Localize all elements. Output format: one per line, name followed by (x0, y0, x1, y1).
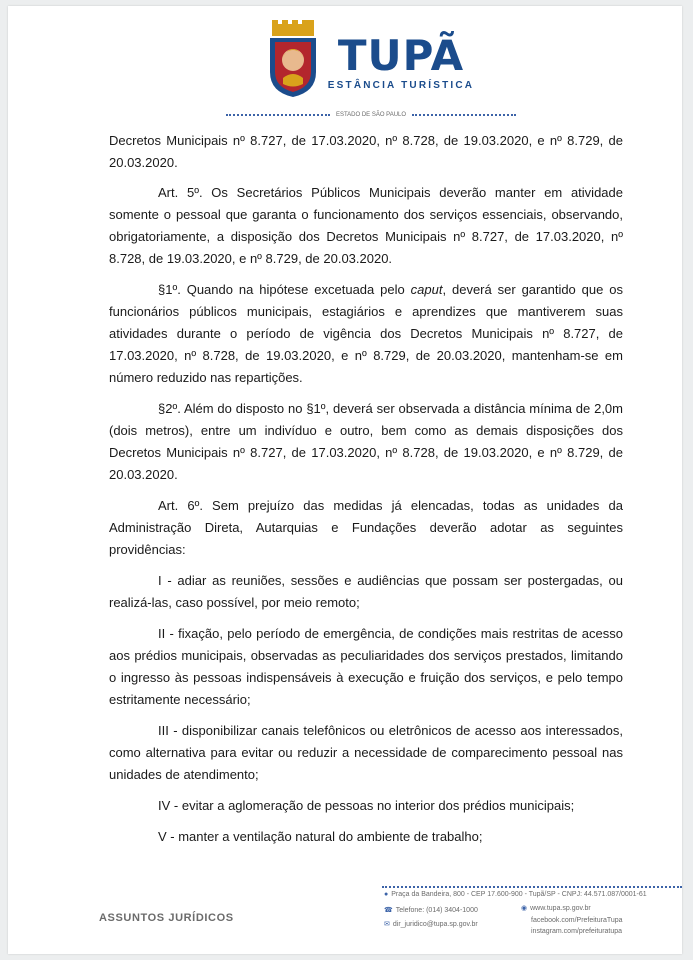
paragraph-art5: Art. 5º. Os Secretários Públicos Municipais deverão manter em atividade somente o pessoal que garanta o funcionamento dos serviços essenciais, observando, obrigatoriamente, a disposição dos Decretos Municipais nº 8.727, de 17.03.2020, nº 8.728, de 19.03.2020, e nº 8.729, de 20.03.2020. (109, 185, 623, 266)
footer-email (384, 920, 478, 930)
department-label: ASSUNTOS JURÍDICOS (99, 912, 234, 924)
phone-icon: ☎ (384, 907, 393, 914)
footer-web (521, 904, 591, 914)
state-divider (226, 109, 516, 121)
state-label: ESTADO DE SÃO PAULO (335, 112, 407, 118)
mail-icon: ✉ (384, 921, 390, 928)
brand-logo (326, 31, 476, 91)
paragraph-art5-par1 (109, 279, 623, 389)
email-text: dir_juridico@tupa.sp.gov.br (392, 921, 478, 928)
footer-facebook: facebook.com/PrefeituraTupa (531, 917, 623, 924)
crest-icon (266, 20, 320, 98)
brand-subtitle: ESTÂNCIA TURÍSTICA (327, 80, 475, 91)
item-i: I - adiar as reuniões, sessões e audiências que possam ser postergadas, ou realizá-las, caso possível, por meio remoto; (109, 573, 623, 610)
website-text: www.tupa.sp.gov.br (530, 905, 591, 912)
divider-dots-right (412, 114, 516, 116)
address-text: Praça da Bandeira, 800 - CEP 17.600-900 - Tupã/SP - CNPJ: 44.571.087/0001-61 (391, 891, 647, 898)
footer-phone (384, 906, 478, 916)
footer-address (384, 890, 647, 900)
globe-icon: ◉ (521, 905, 528, 912)
document-body (109, 130, 623, 857)
item-v: V - manter a ventilação natural do ambiente de trabalho; (158, 829, 483, 844)
par1-text-a: §1º. Quando na hipótese excetuada pelo (158, 282, 411, 297)
paragraph-art5-par2: §2º. Além do disposto no §1º, deverá ser observada a distância mínima de 2,0m (dois metros), entre um indivíduo e outro, bem como as demais disposições dos Decretos Municipais nº 8.727, de 17.03.2020, nº 8.728, de 19.03.2020, e nº 8.729, de 20.03.2020. (109, 401, 623, 482)
footer-instagram: instagram.com/prefeituratupa (531, 928, 623, 935)
item-ii: II - fixação, pelo período de emergência, de condições mais restritas de acesso aos prédios municipais, observadas as peculiaridades dos serviços prestados, limitando o ingresso às pessoas indispensáveis à execução e fruição dos serviços, e pelo tempo estritamente necessário; (109, 626, 623, 707)
brand-name: TUPÃ (337, 31, 465, 80)
divider-dots-left (226, 114, 330, 116)
item-iii: III - disponibilizar canais telefônicos ou eletrônicos de acesso aos interessados, como alternativa para evitar ou reduzir a necessidade de comparecimento pessoal nas unidades de atendimento; (109, 723, 623, 782)
phone-text: Telefone: (014) 3404-1000 (395, 907, 478, 914)
caput-term: caput (410, 282, 443, 297)
paragraph-continuation: Decretos Municipais nº 8.727, de 17.03.2020, nº 8.728, de 19.03.2020, e nº 8.729, de 20.03.2020. (109, 133, 623, 170)
location-icon: ● (384, 891, 389, 898)
paragraph-art6: Art. 6º. Sem prejuízo das medidas já elencadas, todas as unidades da Administração Direta, Autarquias e Fundações deverão adotar as seguintes providências: (109, 498, 623, 557)
footer-divider (382, 886, 682, 888)
item-iv: IV - evitar a aglomeração de pessoas no interior dos prédios municipais; (158, 798, 575, 813)
par1-text-b: , deverá ser garantido que os funcionários públicos municipais, estagiários e aprendizes que mantiverem suas atividades durante o período de vigência dos Decretos Municipais nº 8.727, de 17.03.2020, nº 8.728, de 19.03.2020, e nº 8.729, de 20.03.2020, mantenham-se em número reduzido nas repartições. (109, 282, 624, 385)
document-page (8, 6, 682, 954)
